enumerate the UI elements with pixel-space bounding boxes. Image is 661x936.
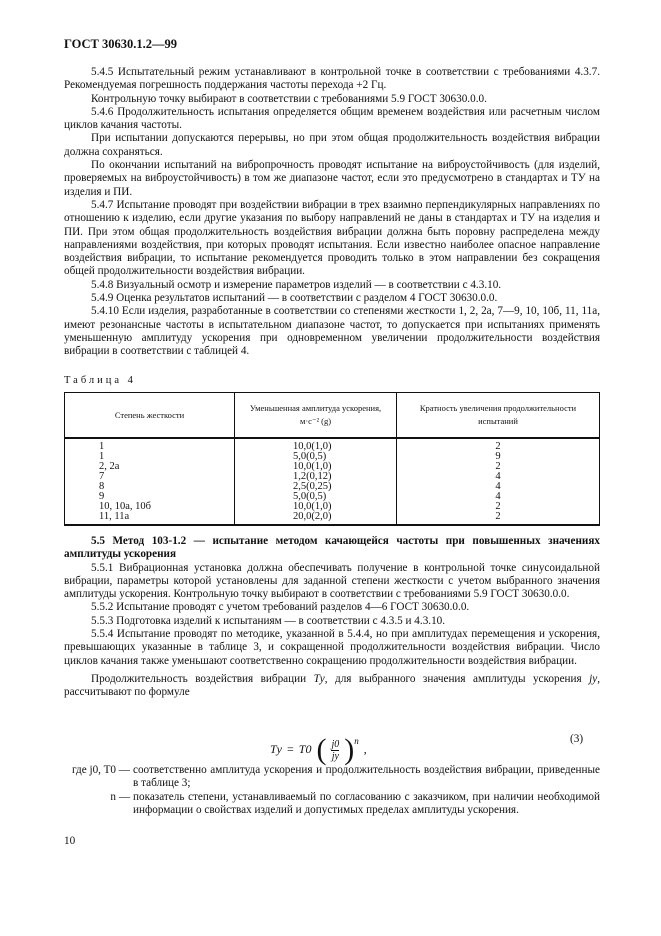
document-header: ГОСТ 30630.1.2—99 (64, 37, 178, 51)
exponent: n (354, 736, 359, 746)
formula-equals: = (287, 742, 294, 757)
paragraph: 5.5.1 Вибрационная установка должна обеспечивать получение в контрольной точке синусоидальной вибрации, параметры которой установлены для заданной степени жесткости с учетом выбранного значения амплитуды ускорения. Контрольную точку выбирают в соответствии с требованиями 5.9 ГОСТ 30630.0.0. (64, 561, 600, 601)
column-header: Кратность увеличения продолжительности испытаний (397, 393, 600, 439)
denominator: jу (331, 750, 339, 762)
paragraph: 5.4.8 Визуальный осмотр и измерение параметров изделий — в соответствии с 4.3.10. (91, 278, 502, 291)
table-cell: 2 (397, 502, 600, 512)
symbol: Tу (313, 672, 325, 685)
table-row (65, 502, 600, 512)
table-cell: 10,0(1,0) (235, 462, 397, 472)
paragraph: 5.4.7 Испытание проводят при воздействии вибрации в трех взаимно перпендикулярных направлениях по отношению к изделию, если другие указания по выбору направлений не даны в стандартах и ТУ на изделия и ПИ. При этом общая продолжительность воздействия вибрации должна быть поровну распределена между направлениями воздействия, при которых проводят испытания. Если известно наиболее опасное направление воздействия вибрации, то испытание рекомендуется проводить только в этом направлении без сокращения общей продолжительности воздействия вибрации. (64, 198, 600, 278)
legend-desc: показатель степени, устанавливаемый по согласованию с заказчиком, при наличии необходимой информации о свойствах изделий и допустимых пределах амплитуды ускорения. (133, 790, 600, 816)
table-cell: 11, 11а (65, 512, 235, 525)
table-cell: 5,0(0,5) (235, 492, 397, 502)
paragraph: 5.4.5 Испытательный режим устанавливают в контрольной точке в соответствии с требованиями 4.3.7. Рекомендуемая погрешность поддержания частоты перехода +2 Гц. (64, 66, 600, 92)
table-cell: 9 (65, 492, 235, 502)
table-cell: 10,0(1,0) (235, 502, 397, 512)
paragraph: Контрольную точку выбирают в соответствии с требованиями 5.9 ГОСТ 30630.0.0. (91, 92, 487, 105)
table-cell: 20,0(2,0) (235, 512, 397, 525)
symbol: jу (589, 672, 598, 685)
table-row (65, 452, 600, 462)
table-cell: 2,5(0,25) (235, 482, 397, 492)
table-cell: 1 (65, 452, 235, 462)
paragraph: 5.4.10 Если изделия, разработанные в соответствии со степенями жесткости 1, 2, 2а, 7—9, 10, 10б, 11, 11а, имеют резонансные частоты в испытательном диапазоне частот, то допускается при испытаниях применять уменьшенную амплитуду ускорения при одновременном увеличении продолжительности воздействия вибрации в соответствии с таблицей 4. (64, 305, 600, 358)
paragraph: 5.5.3 Подготовка изделий к испытаниям — в соответствии с 4.3.5 и 4.3.10. (91, 614, 446, 627)
section-title: 5.5 Метод 103-1.2 — испытание методом качающейся частоты при повышенных значениях амплитуды ускорения (64, 535, 600, 561)
formula-legend (64, 764, 600, 817)
table-cell: 1 (65, 438, 235, 452)
text-block-bottom (64, 535, 600, 700)
table-header-row (65, 393, 600, 439)
formula (270, 735, 367, 765)
legend-desc: соответственно амплитуда ускорения и продолжительность воздействия вибрации, приведенные в таблице 3; (133, 764, 600, 790)
text-block-top (64, 66, 600, 359)
table-cell: 4 (397, 492, 600, 502)
left-paren: ( (316, 733, 327, 766)
text: , для выбранного значения амплитуды ускорения (324, 672, 590, 685)
table-cell: 10, 10а, 10б (65, 502, 235, 512)
table-cell: 2 (397, 512, 600, 525)
table-cell: 5,0(0,5) (235, 452, 397, 462)
formula-t0: T0 (298, 742, 312, 757)
legend-item (64, 791, 600, 818)
table-row (65, 512, 600, 525)
table-cell: 9 (397, 452, 600, 462)
table-cell: 4 (397, 472, 600, 482)
text: , рассчитывают по формуле (64, 672, 600, 699)
table-cell: 2 (397, 462, 600, 472)
paragraph: 5.4.9 Оценка результатов испытаний — в соответствии с разделом 4 ГОСТ 30630.0.0. (91, 292, 498, 305)
table-cell: 7 (65, 472, 235, 482)
legend-term: n — (110, 790, 130, 803)
table-row (65, 482, 600, 492)
table-cell: 8 (65, 482, 235, 492)
table-cell: 2 (397, 438, 600, 452)
equation-number: (3) (570, 733, 584, 745)
formula-intro (64, 673, 600, 700)
table-4 (64, 392, 600, 526)
formula-comma: , (363, 742, 367, 757)
text: Продолжительность воздействия вибрации (91, 672, 314, 685)
column-header: Уменьшенная амплитуда ускорения, м·с⁻² (g) (235, 393, 397, 439)
page-number: 10 (64, 835, 76, 847)
column-header: Степень жесткости (65, 393, 235, 439)
formula-fraction (331, 739, 339, 762)
table-cell: 4 (397, 482, 600, 492)
table-cell: 1,2(0,12) (235, 472, 397, 482)
formula-lhs: Tу (270, 742, 282, 757)
table-cell: 10,0(1,0) (235, 438, 397, 452)
paragraph: 5.4.6 Продолжительность испытания определяется общим временем воздействия или расчетным числом циклов качания частоты. (64, 105, 600, 132)
paragraph: По окончании испытаний на вибропрочность проводят испытание на виброустойчивость (для изделий, проверяемых на виброустойчивость) в том же диапазоне частот, если это предусмотрено в стандартах и ТУ на изделия и ПИ. (64, 159, 600, 198)
table-row (65, 438, 600, 452)
table-caption: Таблица 4 (64, 375, 136, 386)
numerator: j0 (331, 738, 340, 750)
paragraph: 5.5.4 Испытание проводят по методике, указанной в 5.4.4, но при амплитудах перемещения и ускорения, превышающих указанные в таблице 3, и сокращенной продолжительности воздействия вибрации. Число циклов качания также уменьшают соответственно сокращению продолжительности воздействия вибрации. (64, 628, 600, 667)
table-cell: 2, 2а (65, 462, 235, 472)
table-row (65, 462, 600, 472)
paragraph: При испытании допускаются перерывы, но при этом общая продолжительность воздействия вибрации должна сохраняться. (64, 132, 600, 158)
table-row (65, 472, 600, 482)
right-paren: ) (344, 733, 355, 766)
paragraph: 5.5.2 Испытание проводят с учетом требований разделов 4—6 ГОСТ 30630.0.0. (91, 601, 470, 614)
legend-term: где j0, T0 — (72, 764, 130, 776)
legend-item (64, 764, 600, 791)
